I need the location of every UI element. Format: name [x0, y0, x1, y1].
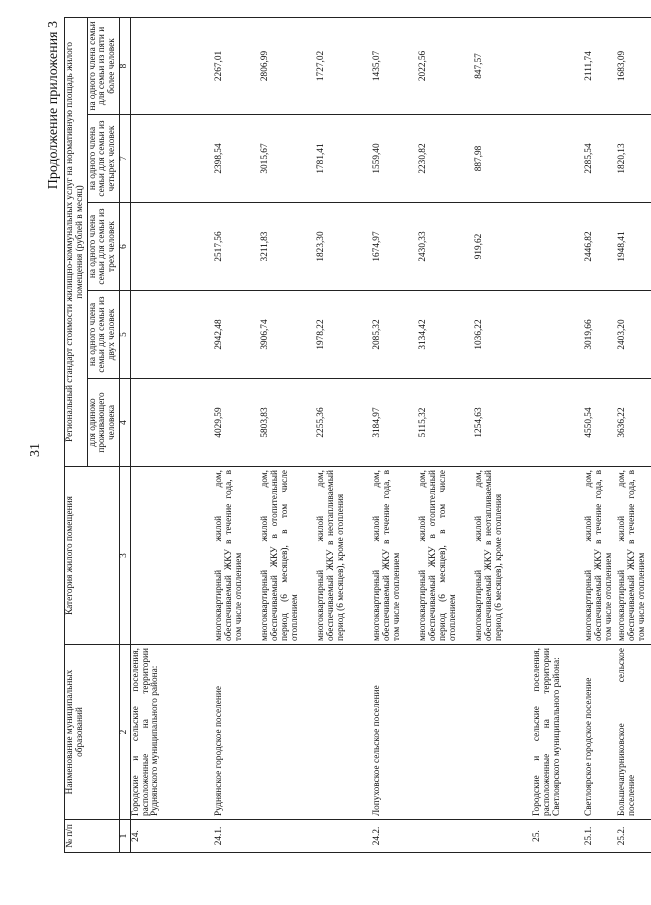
housing-category: многоквартирный жилой дом, обеспечиваемый ЖКУ в отопительный период (6 месяцев), в том числе отоплением [260, 467, 316, 645]
housing-category: многоквартирный жилой дом, обеспечиваемый ЖКУ в течение года, в том числе отоплением [372, 467, 418, 645]
table-row [316, 17, 372, 852]
value-two [130, 291, 214, 379]
municipality-name [260, 645, 316, 820]
value-four: 2285,54 [584, 115, 617, 203]
value-three: 2430,33 [418, 203, 474, 291]
value-single: 2255,36 [316, 379, 372, 467]
continuation-title: Продолжение приложения 3 [46, 21, 61, 190]
row-number [316, 820, 372, 853]
value-two: 3019,66 [584, 291, 617, 379]
table-row [130, 17, 214, 852]
header-sub-7: на одного члена семьи для семьи из четырех человек [87, 115, 119, 203]
value-four: 887,98 [474, 115, 532, 203]
column-number: 2 [119, 645, 130, 820]
municipality-name: Руднянское городское поселение [214, 645, 260, 820]
value-single: 3636,22 [617, 379, 651, 467]
housing-category [130, 467, 214, 645]
value-two: 2085,32 [372, 291, 418, 379]
municipality-name: Городские и сельские поселения, расположенные на территории Руднянского муниципального района: [130, 645, 214, 820]
value-five-plus: 1435,07 [372, 17, 418, 114]
housing-category: многоквартирный жилой дом, обеспечиваемый ЖКУ в отопительный период (6 месяцев), в том числе отоплением [418, 467, 474, 645]
row-number: 24.1. [214, 820, 260, 853]
value-three [532, 203, 584, 291]
value-three: 919,62 [474, 203, 532, 291]
row-number: 25. [532, 820, 584, 853]
value-five-plus: 2806,99 [260, 17, 316, 114]
value-five-plus [532, 17, 584, 114]
housing-category: многоквартирный жилой дом, обеспечиваемый ЖКУ в неотапливаемый период (6 месяцев), кроме отопления [474, 467, 532, 645]
column-number-row [119, 17, 130, 852]
value-single [532, 379, 584, 467]
table-row [214, 17, 260, 852]
municipality-name [474, 645, 532, 820]
value-four: 2230,82 [418, 115, 474, 203]
header-row-1 [65, 17, 88, 852]
value-three: 1674,97 [372, 203, 418, 291]
value-five-plus [130, 17, 214, 114]
table-row [372, 17, 418, 852]
row-number [474, 820, 532, 853]
housing-category: многоквартирный жилой дом, обеспечиваемый ЖКУ в течение года, в том числе отоплением [214, 467, 260, 645]
value-four: 1781,41 [316, 115, 372, 203]
value-five-plus: 2111,74 [584, 17, 617, 114]
row-number [260, 820, 316, 853]
value-single: 4029,59 [214, 379, 260, 467]
table-row [532, 17, 584, 852]
table-row [617, 17, 651, 852]
header-sub-6: на одного члена семьи для семьи из трех человек [87, 203, 119, 291]
value-three: 1948,41 [617, 203, 651, 291]
standards-table [64, 17, 651, 853]
housing-category [532, 467, 584, 645]
value-single: 4550,54 [584, 379, 617, 467]
table-row [260, 17, 316, 852]
value-single: 3184,97 [372, 379, 418, 467]
row-number: 24.2. [372, 820, 418, 853]
value-four [532, 115, 584, 203]
row-number: 24. [130, 820, 214, 853]
header-sub-8: на одного члена семьи для семьи из пяти и более человек [87, 17, 119, 114]
municipality-name: Большечапурниковское сельское поселение [617, 645, 651, 820]
municipality-name [418, 645, 474, 820]
header-group: Региональный стандарт стоимости жилищно-коммунальных услуг на нормативную площадь жилого помещения (рублей в месяц) [65, 17, 88, 466]
row-number [418, 820, 474, 853]
municipality-name [316, 645, 372, 820]
value-three: 3211,83 [260, 203, 316, 291]
value-three: 2446,82 [584, 203, 617, 291]
header-name: Наименование муниципальных образований [65, 645, 120, 820]
table-row [584, 17, 617, 852]
table-row [418, 17, 474, 852]
value-two: 3134,42 [418, 291, 474, 379]
value-single: 1254,63 [474, 379, 532, 467]
header-sub-5: на одного члена семьи для семьи из двух человек [87, 291, 119, 379]
value-five-plus: 847,57 [474, 17, 532, 114]
housing-category: многоквартирный жилой дом, обеспечиваемый ЖКУ в неотапливаемый период (6 месяцев), кроме отопления [316, 467, 372, 645]
header-category: Категория жилого помещения [65, 467, 120, 645]
value-two: 1036,22 [474, 291, 532, 379]
value-four [130, 115, 214, 203]
table-row [474, 17, 532, 852]
page-number: 31 [28, 443, 43, 457]
value-five-plus: 2267,01 [214, 17, 260, 114]
row-number: 25.1. [584, 820, 617, 853]
value-four: 3015,67 [260, 115, 316, 203]
value-three: 1823,30 [316, 203, 372, 291]
value-single [130, 379, 214, 467]
header-no: № п/п [65, 820, 120, 853]
housing-category: многоквартирный жилой дом, обеспечиваемый ЖКУ в течение года, в том числе отоплением [584, 467, 617, 645]
value-two: 1978,22 [316, 291, 372, 379]
value-two: 2403,20 [617, 291, 651, 379]
column-number: 3 [119, 467, 130, 645]
column-number: 4 [119, 379, 130, 467]
housing-category: многоквартирный жилой дом, обеспечиваемый ЖКУ в течение года, в том числе отоплением [617, 467, 651, 645]
municipality-name: Светлоярское городское поселение [584, 645, 617, 820]
municipality-name: Городские и сельские поселения, расположенные на территории Светлоярского муниципального района: [532, 645, 584, 820]
value-five-plus: 1727,02 [316, 17, 372, 114]
value-five-plus: 2022,56 [418, 17, 474, 114]
column-number: 7 [119, 115, 130, 203]
column-number: 1 [119, 820, 130, 853]
value-four: 2398,54 [214, 115, 260, 203]
value-four: 1559,40 [372, 115, 418, 203]
value-four: 1820,13 [617, 115, 651, 203]
value-two [532, 291, 584, 379]
value-single: 5803,83 [260, 379, 316, 467]
value-two: 2942,48 [214, 291, 260, 379]
row-number: 25.2. [617, 820, 651, 853]
header-sub-4: для одиноко проживающего человека [87, 379, 119, 467]
value-three: 2517,56 [214, 203, 260, 291]
value-five-plus: 1683,09 [617, 17, 651, 114]
value-two: 3906,74 [260, 291, 316, 379]
column-number: 8 [119, 17, 130, 114]
column-number: 5 [119, 291, 130, 379]
value-single: 5115,32 [418, 379, 474, 467]
value-three [130, 203, 214, 291]
column-number: 6 [119, 203, 130, 291]
municipality-name: Лопуховское сельское поселение [372, 645, 418, 820]
